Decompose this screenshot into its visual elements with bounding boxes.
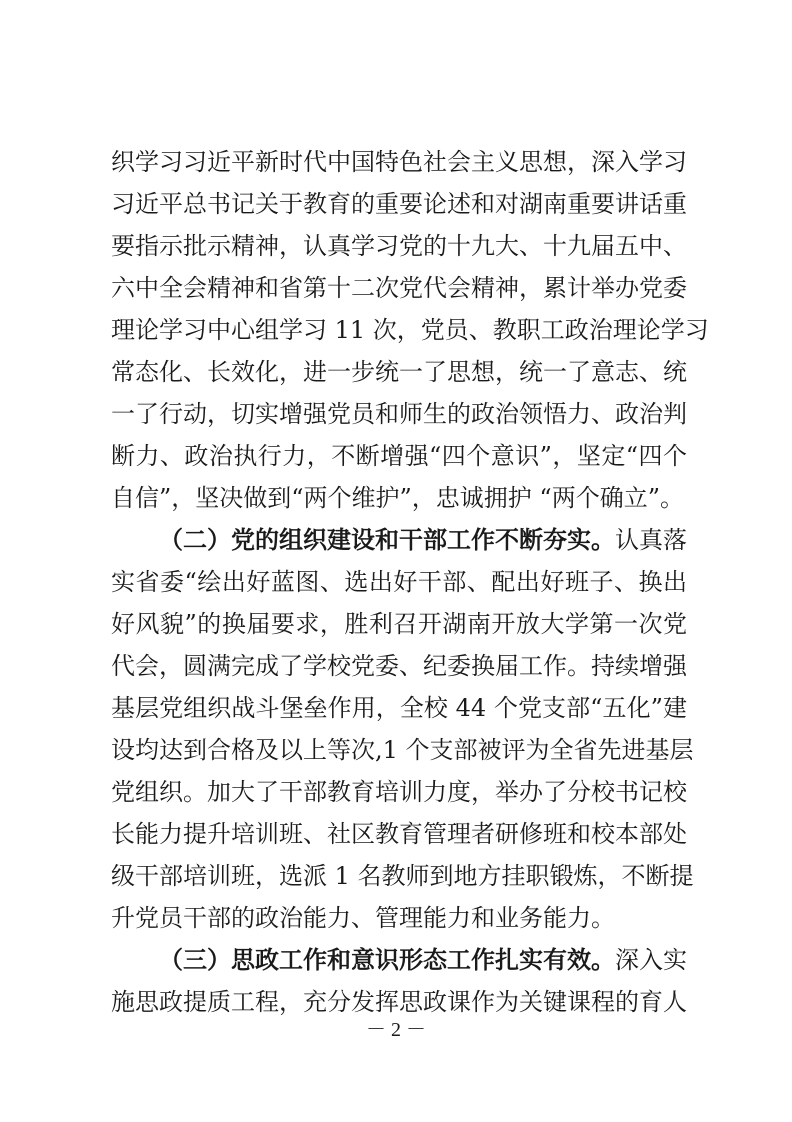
body-line: 习近平总书记关于教育的重要论述和对湖南重要讲话重 xyxy=(111,190,687,218)
section-heading-line xyxy=(159,520,687,560)
body-line: 要指示批示精神，认真学习党的十九大、十九届五中、 xyxy=(111,232,687,260)
body-line: 级干部培训班，选派 1 名教师到地方挂职锻炼，不断提 xyxy=(111,862,694,890)
body-line: 代会，圆满完成了学校党委、纪委换届工作。持续增强 xyxy=(111,652,687,680)
body-line: 六中全会精神和省第十二次党代会精神，累计举办党委 xyxy=(111,274,687,302)
page-number: － 2 － xyxy=(366,1019,426,1041)
body-line: 断力、政治执行力，不断增强“四个意识”，坚定“四个 xyxy=(111,442,687,470)
body-line: 设均达到合格及以上等次,1 个支部被评为全省先进基层 xyxy=(111,736,694,764)
body-line: 常态化、长效化，进一步统一了思想，统一了意志、统 xyxy=(111,358,687,386)
body-line: 基层党组织战斗堡垒作用，全校 44 个党支部“五化”建 xyxy=(111,694,687,722)
body-line: 党组织。加大了干部教育培训力度，举办了分校书记校 xyxy=(111,778,687,806)
body-line: 一了行动，切实增强党员和师生的政治领悟力、政治判 xyxy=(111,400,687,428)
body-line: 自信”，坚决做到“两个维护”，忠诚拥护 “两个确立”。 xyxy=(111,484,684,512)
body-line: 理论学习中心组学习 11 次，党员、教职工政治理论学习 xyxy=(111,316,709,344)
section-3-lead: 深入实 xyxy=(615,946,687,974)
body-line: 施思政提质工程，充分发挥思政课作为关键课程的育人 xyxy=(111,988,687,1016)
body-line: 升党员干部的政治能力、管理能力和业务能力。 xyxy=(111,904,615,932)
body-line: 织学习习近平新时代中国特色社会主义思想，深入学习 xyxy=(111,148,687,176)
section-2-lead: 认真落 xyxy=(615,526,687,554)
section-heading-line xyxy=(159,940,687,980)
section-2-heading: （二）党的组织建设和干部工作不断夯实。 xyxy=(159,525,615,554)
section-3-heading: （三）思政工作和意识形态工作扎实有效。 xyxy=(159,945,615,974)
body-line: 好风貌”的换届要求，胜利召开湖南开放大学第一次党 xyxy=(111,610,687,638)
body-line: 实省委“绘出好蓝图、选出好干部、配出好班子、换出 xyxy=(111,568,687,596)
body-line: 长能力提升培训班、社区教育管理者研修班和校本部处 xyxy=(111,820,687,848)
